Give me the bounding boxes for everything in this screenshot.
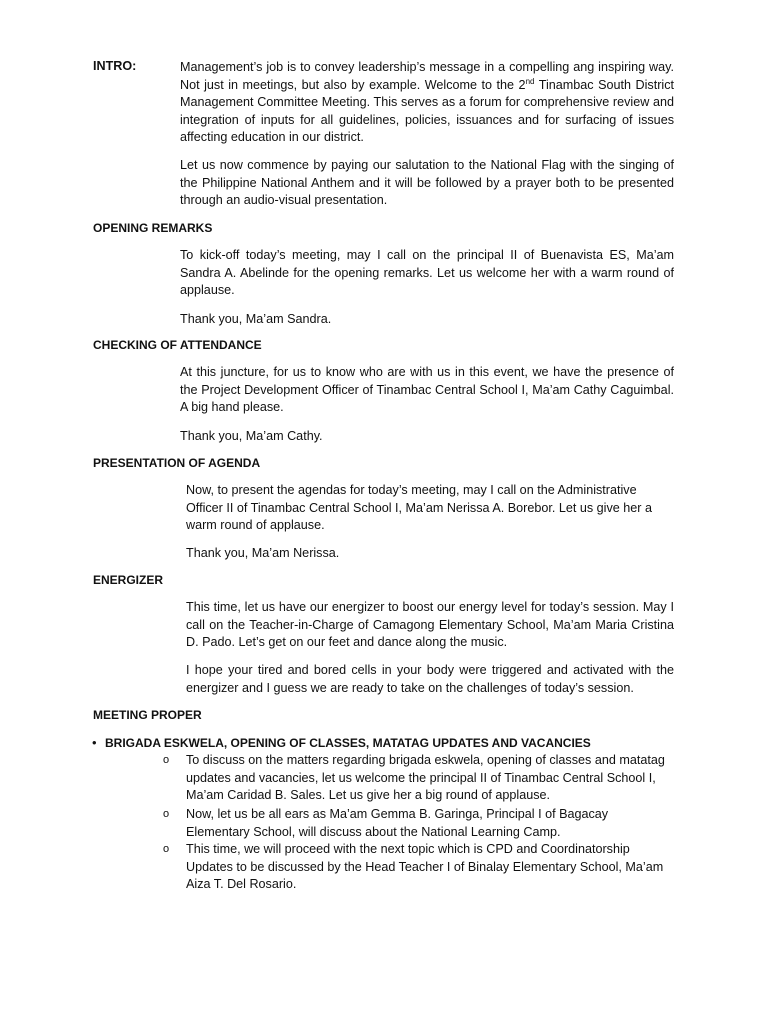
sub-bullet-icon: o (163, 843, 170, 855)
energizer-heading: ENERGIZER (93, 573, 164, 587)
meeting-topic-title: BRIGADA ESKWELA, OPENING OF CLASSES, MATATAG UPDATES AND VACANCIES (105, 736, 591, 750)
attendance-thanks: Thank you, Ma’am Cathy. (180, 429, 323, 443)
meeting-item-3: This time, we will proceed with the next topic which is CPD and Coordinatorship Updates to be discussed by the Head Teacher I of Binalay Elementary School, Ma’am Aiza T. Del Rosario. (186, 842, 664, 891)
meeting-item-2: Now, let us be all ears as Ma’am Gemma B. Garinga, Principal I of Bagacay Elementary School, will discuss about the National Learning Camp. (186, 807, 609, 839)
intro-label: INTRO: (93, 59, 137, 73)
opening-remarks-paragraph: To kick-off today’s meeting, may I call on the principal II of Buenavista ES, Ma’am Sandra A. Abelinde for the opening remarks. Let us welcome her with a warm round of applause. (180, 248, 674, 297)
meeting-item-1: To discuss on the matters regarding brigada eskwela, opening of classes and matatag updates and vacancies, let us welcome the principal II of Tinambac Central School I, Ma’am Caridad B. Sales. Let us give her a big round of applause. (186, 753, 665, 802)
intro-paragraph-2: Let us now commence by paying our salutation to the National Flag with the singing of the Philippine National Anthem and it will be followed by a prayer both to be presented through an audio-visual presentation. (180, 158, 674, 207)
energizer-paragraph-1: This time, let us have our energizer to boost our energy level for today’s session. May I call on the Teacher-in-Charge of Camagong Elementary School, Ma’am Maria Cristina D. Pado. Let’s get on our feet and dance along the music. (186, 600, 674, 649)
agenda-thanks: Thank you, Ma’am Nerissa. (186, 546, 340, 560)
agenda-paragraph: Now, to present the agendas for today’s meeting, may I call on the Administrative Officer II of Tinambac Central School I, Ma’am Nerissa A. Borebor. Let us give her a warm round of applause. (186, 483, 652, 532)
bullet-icon: • (92, 735, 97, 750)
opening-remarks-heading: OPENING REMARKS (93, 221, 213, 235)
attendance-paragraph: At this juncture, for us to know who are with us in this event, we have the presence of the Project Development Officer of Tinambac Central School I, Ma’am Cathy Caguimbal. A big hand please. (180, 365, 674, 414)
opening-remarks-thanks: Thank you, Ma’am Sandra. (180, 312, 332, 326)
sub-bullet-icon: o (163, 808, 170, 820)
attendance-heading: CHECKING OF ATTENDANCE (93, 338, 262, 352)
meeting-proper-heading: MEETING PROPER (93, 708, 202, 722)
sub-bullet-icon: o (163, 754, 170, 766)
agenda-heading: PRESENTATION OF AGENDA (93, 456, 261, 470)
energizer-paragraph-2: I hope your tired and bored cells in your body were triggered and activated with the energizer and I guess we are ready to take on the challenges of today’s session. (186, 663, 674, 695)
intro-paragraph-1: Management’s job is to convey leadership’s message in a compelling ang inspiring way. Not just in meetings, but also by example. Welcome to the 2nd Tinambac South District Management Committee Meeting. This serves as a forum for comprehensive review and integration of inputs for all guidelines, policies, issuances and for surfacing of issues affecting education in our district. (180, 60, 675, 144)
